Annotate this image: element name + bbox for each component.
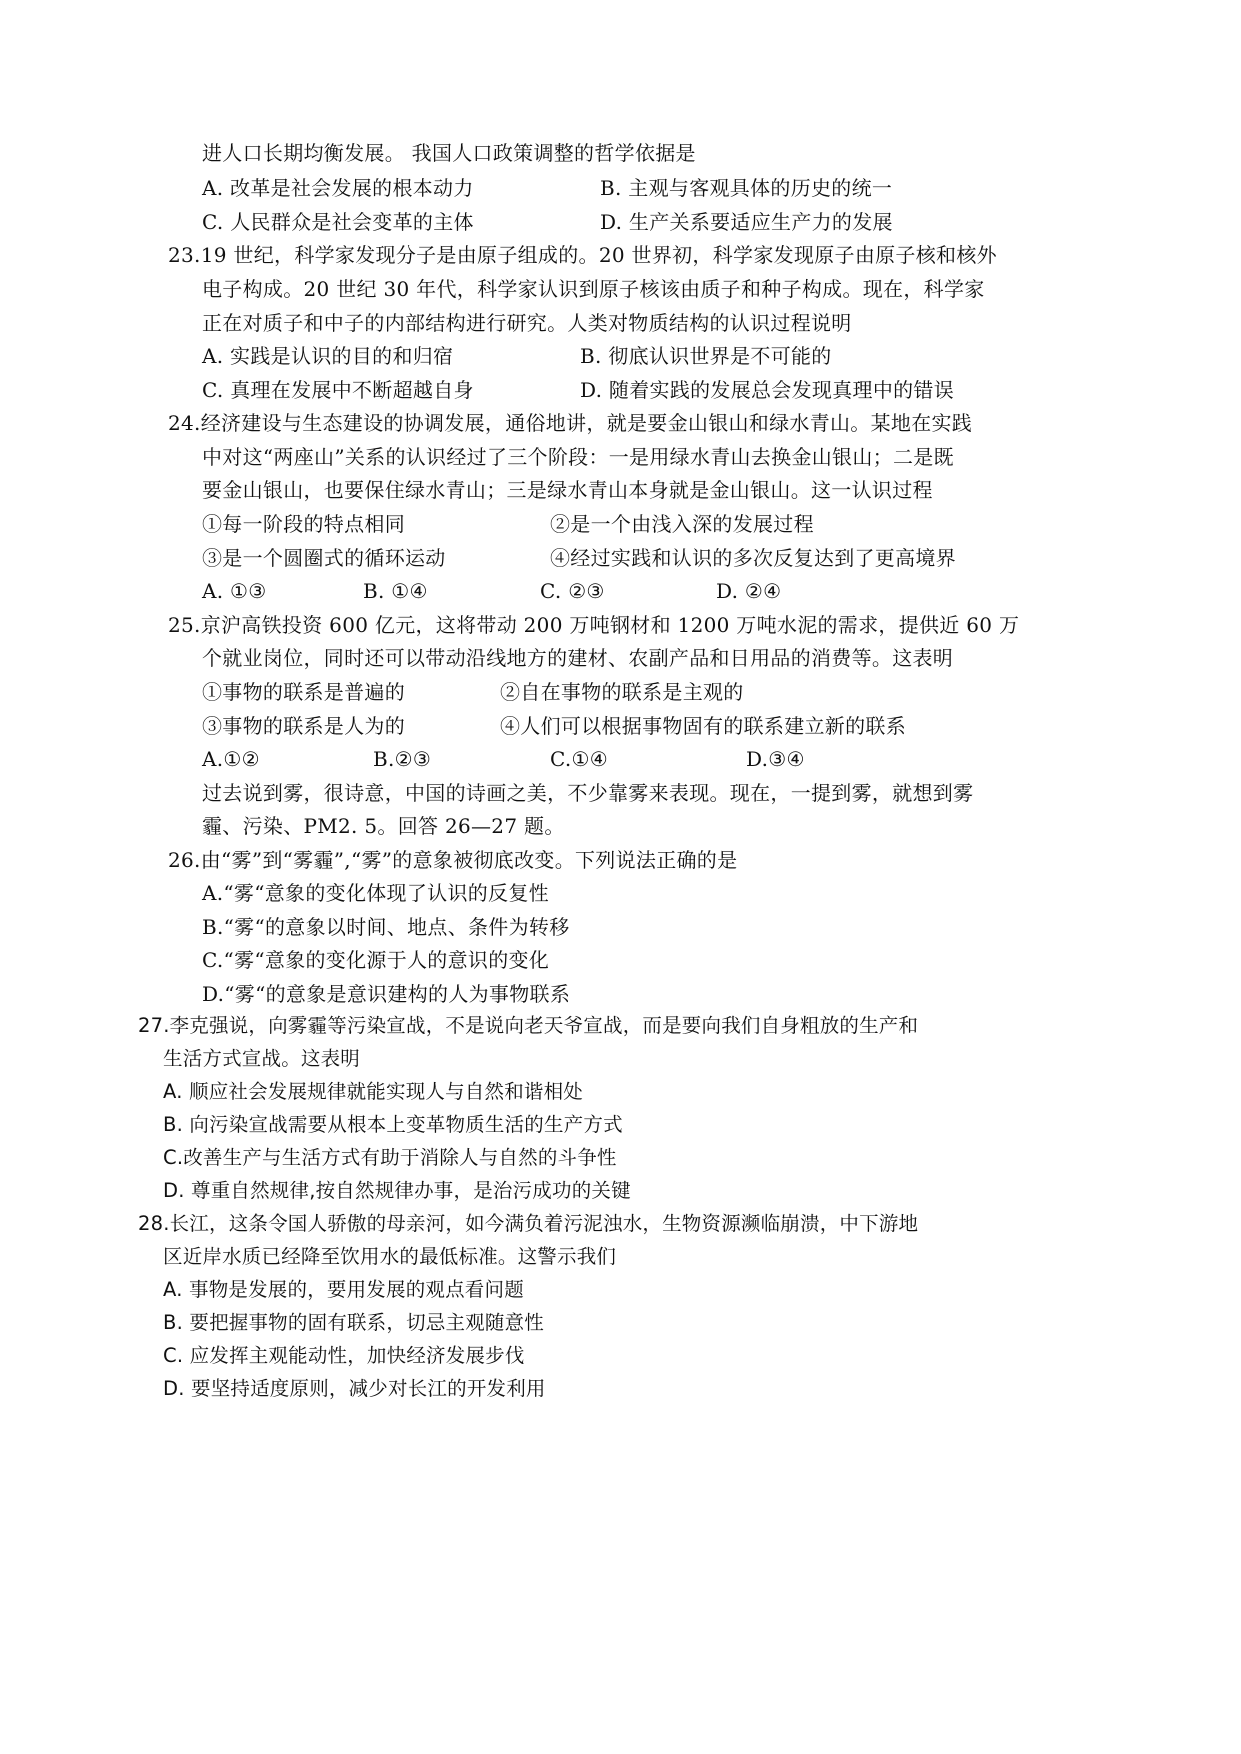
- q25-statement-2: ②自在事物的联系是主观的: [500, 680, 744, 704]
- q27-stem-line-2: 生活方式宣战。这表明: [163, 1047, 361, 1070]
- q28-stem-line-1: 28.长江，这条令国人骄傲的母亲河，如今满负着污泥浊水，生物资源濒临崩溃，中下游地: [138, 1212, 919, 1235]
- q28-stem-line-2: 区近岸水质已经降至饮用水的最低标准。这警示我们: [163, 1245, 617, 1268]
- q22-option-d: D. 生产关系要适应生产力的发展: [600, 210, 893, 234]
- material-line-1: 过去说到雾，很诗意，中国的诗画之美，不少靠雾来表现。现在，一提到雾，就想到雾: [202, 781, 974, 805]
- q27-option-d: D. 尊重自然规律,按自然规律办事，是治污成功的关键: [163, 1179, 631, 1202]
- q22-option-b: B. 主观与客观具体的历史的统一: [600, 176, 893, 200]
- q24-option-a: A. ①③: [202, 579, 267, 603]
- q25-statement-3: ③事物的联系是人为的: [202, 714, 405, 738]
- q28-option-c: C. 应发挥主观能动性，加快经济发展步伐: [163, 1344, 525, 1367]
- q24-statement-4: ④经过实践和认识的多次反复达到了更高境界: [550, 546, 956, 570]
- q23-option-d: D. 随着实践的发展总会发现真理中的错误: [580, 378, 955, 402]
- q28-option-d: D. 要坚持适度原则，减少对长江的开发利用: [163, 1377, 546, 1400]
- q22-option-c: C. 人民群众是社会变革的主体: [202, 210, 474, 234]
- q25-option-b: B.②③: [373, 747, 432, 771]
- q24-option-d: D. ②④: [716, 579, 782, 603]
- q25-option-c: C.①④: [550, 747, 609, 771]
- q22-stem-tail: 进人口长期均衡发展。 我国人口政策调整的哲学依据是: [202, 141, 696, 165]
- q27-option-b: B. 向污染宣战需要从根本上变革物质生活的生产方式: [163, 1113, 623, 1136]
- q25-stem-line-2: 个就业岗位，同时还可以带动沿线地方的建材、农副产品和日用品的消费等。这表明: [202, 646, 954, 670]
- q25-option-d: D.③④: [746, 747, 805, 771]
- q24-statement-1: ①每一阶段的特点相同: [202, 512, 405, 536]
- q26-stem: 26.由“雾”到“雾霾”,“雾”的意象被彻底改变。下列说法正确的是: [168, 848, 738, 872]
- q26-option-b: B.“雾“的意象以时间、地点、条件为转移: [202, 915, 570, 939]
- q26-option-d: D.“雾“的意象是意识建构的人为事物联系: [202, 982, 571, 1006]
- q24-option-c: C. ②③: [540, 579, 605, 603]
- q24-option-b: B. ①④: [363, 579, 428, 603]
- q25-stem-line-1: 25.京沪高铁投资 600 亿元，这将带动 200 万吨钢材和 1200 万吨水泥的需求，提供近 60 万: [168, 613, 1020, 637]
- q25-statement-4: ④人们可以根据事物固有的联系建立新的联系: [500, 714, 906, 738]
- q24-stem-line-2: 中对这“两座山”关系的认识经过了三个阶段：一是用绿水青山去换金山银山；二是既: [202, 445, 954, 469]
- q27-option-a: A. 顺应社会发展规律就能实现人与自然和谐相处: [163, 1080, 583, 1103]
- q23-stem-line-2: 电子构成。20 世纪 30 年代，科学家认识到原子核该由质子和种子构成。现在，科学家: [202, 277, 985, 301]
- q24-stem-line-3: 要金山银山，也要保住绿水青山；三是绿水青山本身就是金山银山。这一认识过程: [202, 478, 933, 502]
- q23-option-a: A. 实践是认识的目的和归宿: [202, 344, 454, 368]
- q28-option-a: A. 事物是发展的，要用发展的观点看问题: [163, 1278, 524, 1301]
- q22-option-a: A. 改革是社会发展的根本动力: [202, 176, 474, 200]
- q23-option-c: C. 真理在发展中不断超越自身: [202, 378, 474, 402]
- q23-stem-line-3: 正在对质子和中子的内部结构进行研究。人类对物质结构的认识过程说明: [202, 311, 852, 335]
- q24-statement-3: ③是一个圆圈式的循环运动: [202, 546, 446, 570]
- q24-statement-2: ②是一个由浅入深的发展过程: [550, 512, 814, 536]
- material-line-2: 霾、污染、PM2. 5。回答 26—27 题。: [202, 814, 565, 838]
- q25-statement-1: ①事物的联系是普遍的: [202, 680, 405, 704]
- q23-option-b: B. 彻底认识世界是不可能的: [580, 344, 832, 368]
- q24-stem-line-1: 24.经济建设与生态建设的协调发展，通俗地讲，就是要金山银山和绿水青山。某地在实践: [168, 411, 973, 435]
- q23-stem-line-1: 23.19 世纪，科学家发现分子是由原子组成的。20 世界初，科学家发现原子由原子核和核外: [168, 243, 997, 267]
- q26-option-c: C.“雾“意象的变化源于人的意识的变化: [202, 948, 550, 972]
- q27-stem-line-1: 27.李克强说，向雾霾等污染宣战，不是说向老天爷宣战，而是要向我们自身粗放的生产和: [138, 1014, 919, 1037]
- q27-option-c: C.改善生产与生活方式有助于消除人与自然的斗争性: [163, 1146, 617, 1169]
- q26-option-a: A.“雾“意象的变化体现了认识的反复性: [202, 881, 549, 905]
- q28-option-b: B. 要把握事物的固有联系，切忌主观随意性: [163, 1311, 544, 1334]
- q25-option-a: A.①②: [202, 747, 260, 771]
